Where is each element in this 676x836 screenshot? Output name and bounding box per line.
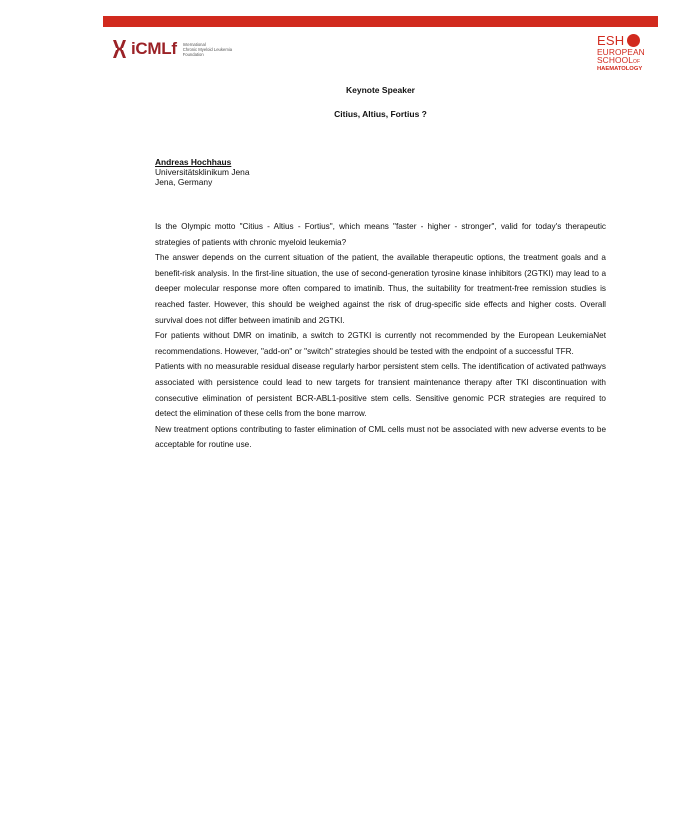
esh-dot-icon	[627, 34, 640, 47]
author-location: Jena, Germany	[155, 177, 213, 187]
icmlf-logo	[111, 38, 232, 60]
abstract-paragraph: Is the Olympic motto "Citius - Altius - Fortius", which means "faster - higher - stronger", valid for today's therapeutic strategies of patients with chronic myeloid leukemia?	[155, 222, 606, 247]
abstract-paragraph: The answer depends on the current situation of the patient, the available therapeutic options, the treatment goals and a benefit-risk analysis. In the first-line situation, the use of second-generation tyrosine kinase inhibitors (2GTKI) may lead to a deeper molecular response more often compared to imatinib. Thus, the suitability for treatment-free remission studies is reached faster. However, this should be weighed against the risk of drug-specific side effects and higher costs. Overall survival does not differ between imatinib and 2GTKI.	[155, 253, 606, 325]
esh-acronym: ESH	[597, 33, 625, 48]
esh-line-european: EUROPEAN	[597, 47, 645, 57]
author-name: Andreas Hochhaus	[155, 157, 232, 167]
abstract-body	[155, 219, 606, 453]
keynote-label: Keynote Speaker	[346, 85, 415, 95]
esh-line-haematology: HAEMATOLOGY	[597, 66, 643, 72]
abstract-paragraph: New treatment options contributing to faster elimination of CML cells must not be associated with new adverse events to be acceptable for routine use.	[155, 424, 606, 450]
author-affiliation: Universitätsklinikum Jena	[155, 167, 250, 177]
abstract-paragraph: Patients with no measurable residual disease regularly harbor persistent stem cells. The identification of activated pathways associated with persistence could lead to new targets for transient maintenance therapy after TKI discontinuation with consecutive elimination of persistent BCR-ABL1-positive stem cells. Sensitive genomic PCR strategies are required to detect the elimination of these cells from the bone marrow.	[155, 362, 606, 419]
abstract-paragraph: For patients without DMR on imatinib, a switch to 2GTKI is currently not recommended by the European LeukemiaNet recommendations. However, "add-on" or "switch" strategies should be tested with the endpoint of a successful TFR.	[155, 331, 606, 356]
esh-logo	[597, 33, 649, 73]
icmlf-subtitle: International Chronic Myeloid Leukemia Foundation	[182, 41, 233, 57]
author-block	[155, 157, 250, 187]
talk-title: Citius, Altius, Fortius ?	[334, 109, 427, 119]
esh-line-school: SCHOOLOF	[597, 55, 641, 65]
icmlf-wordmark: iCMLf	[131, 39, 177, 58]
top-red-bar	[103, 16, 658, 27]
chromosome-icon	[111, 39, 128, 59]
